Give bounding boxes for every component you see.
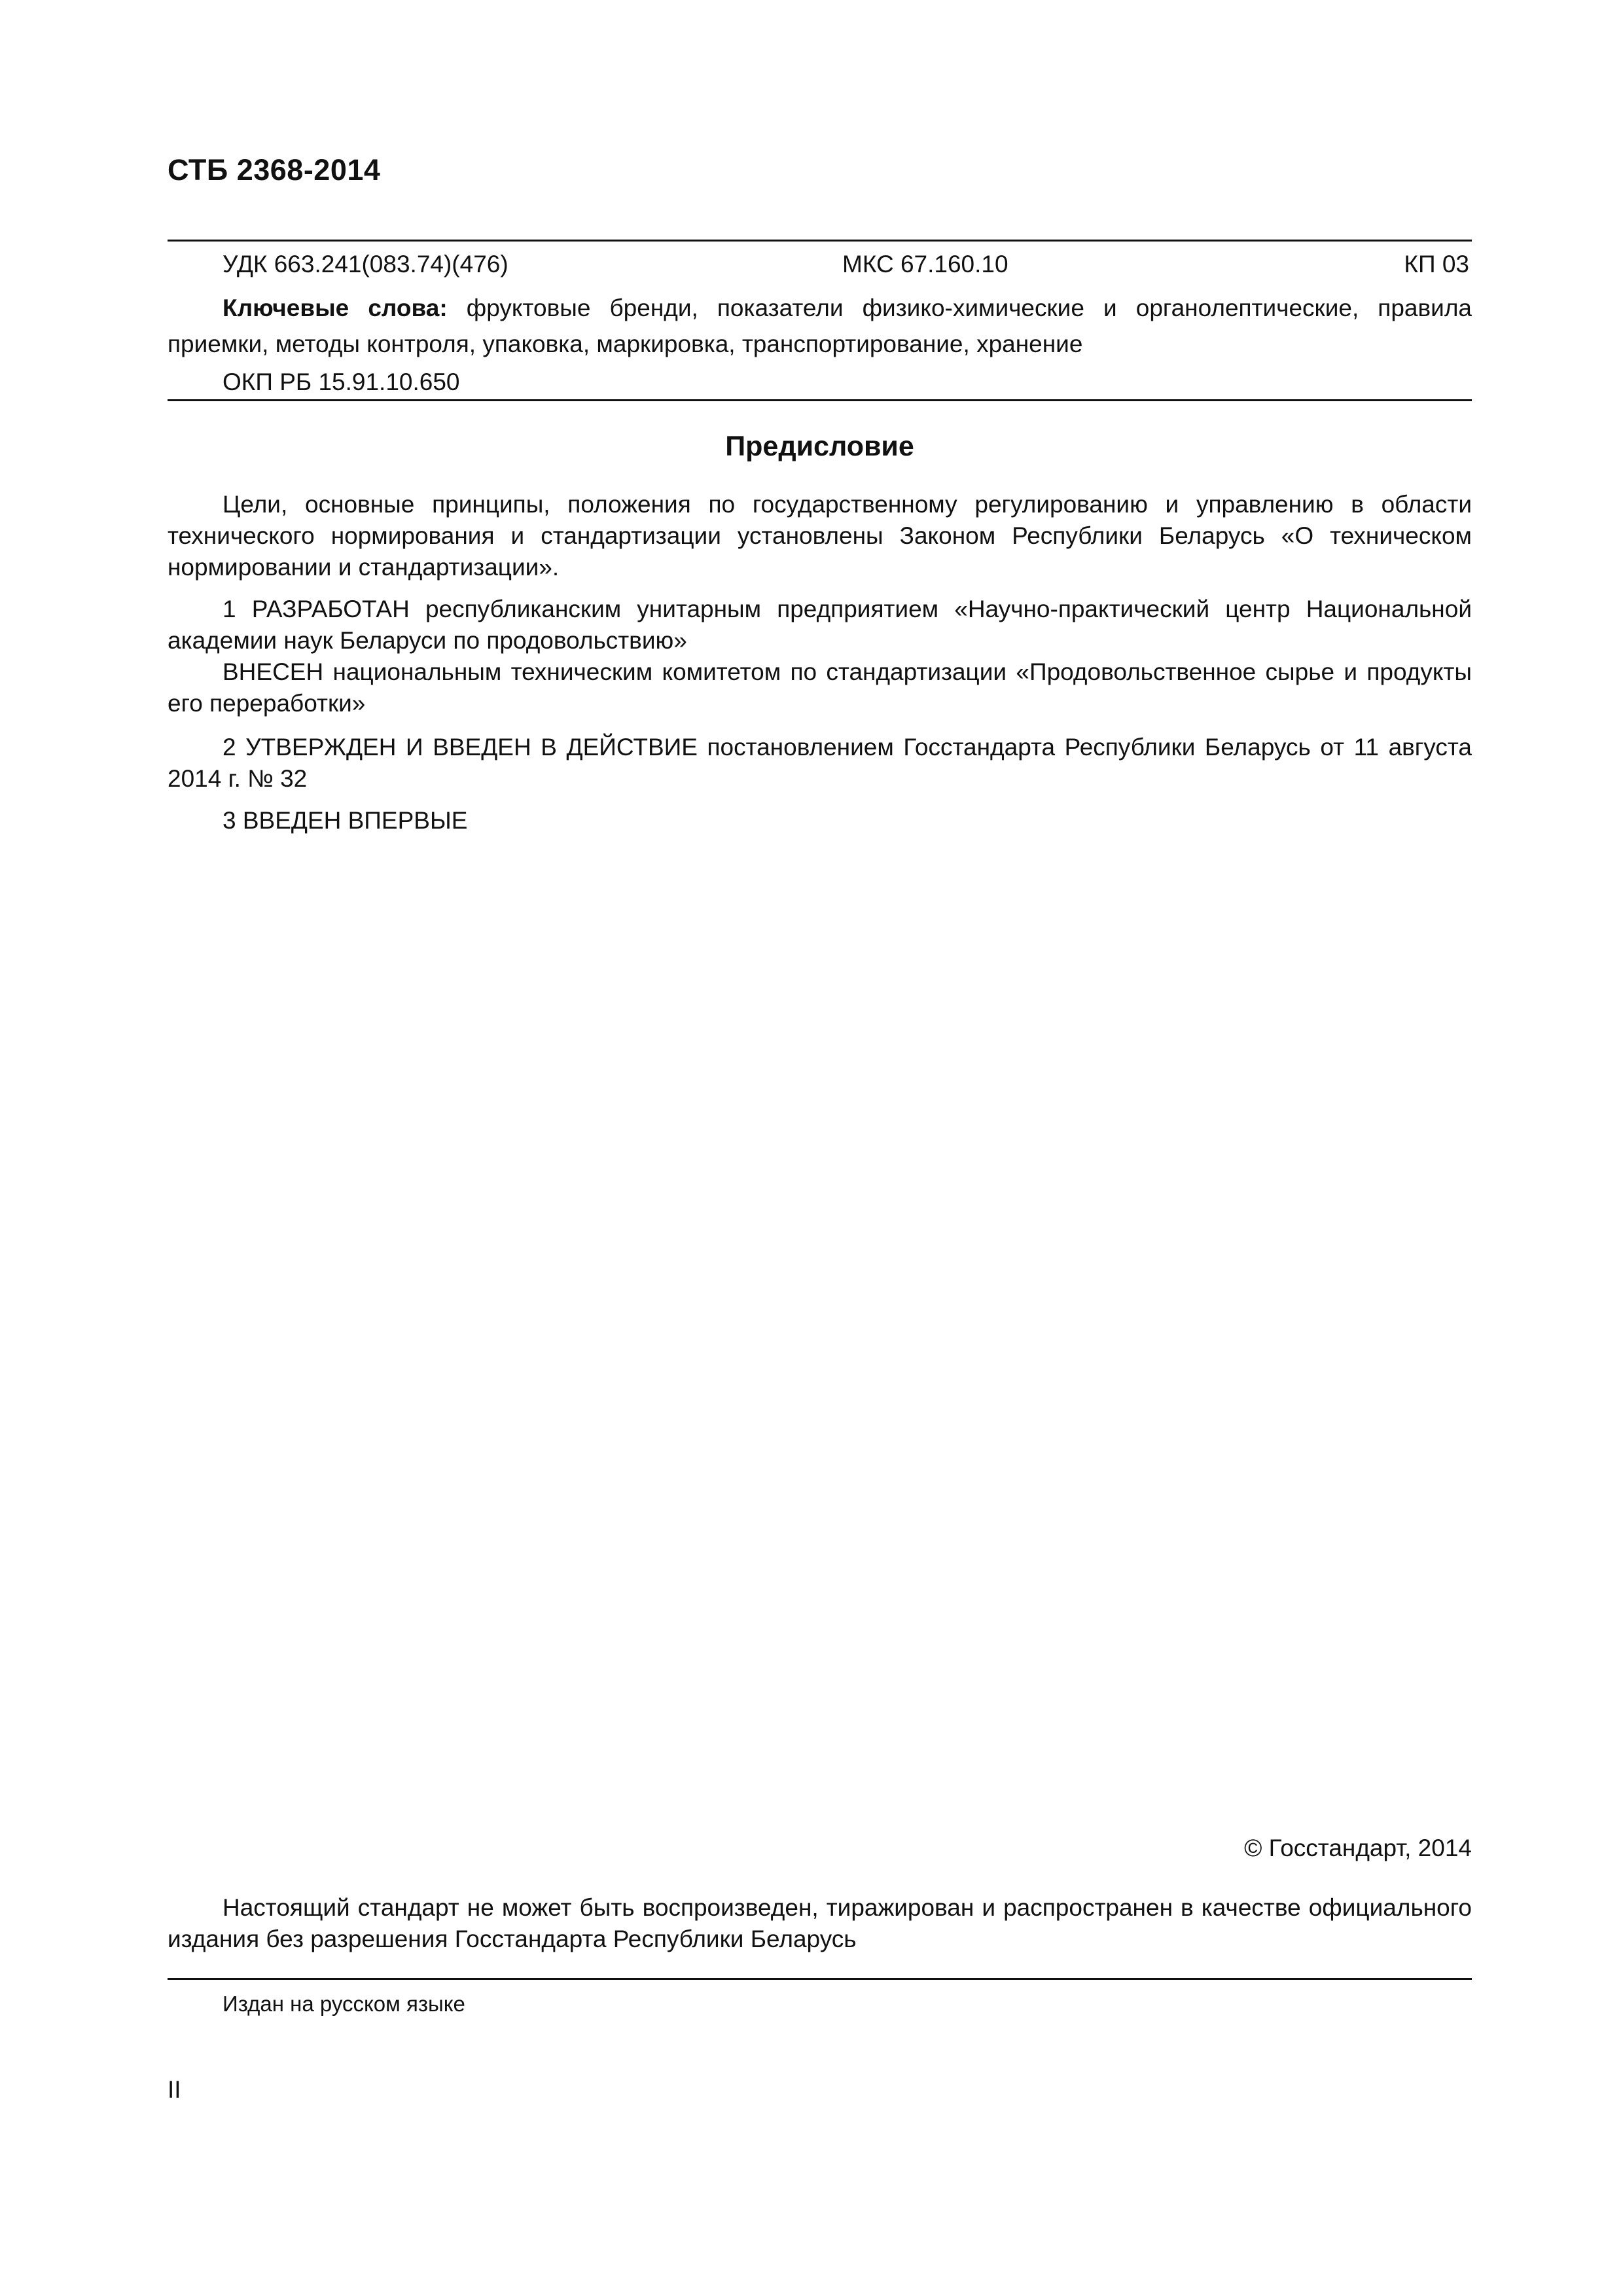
preface-item-1-block	[168, 594, 1472, 719]
preface-item-3-block	[168, 805, 1472, 836]
keywords	[168, 290, 1472, 362]
footer-divider	[168, 1978, 1472, 1980]
preface-title: Предисловие	[725, 431, 914, 462]
preface-item-2-block	[168, 732, 1472, 795]
keywords-text: фруктовые бренди, показатели физико-химические и органолептические, правила приемки, методы контроля, упаковка, маркировка, транспортирование, хранение	[168, 295, 1472, 357]
okp-code: ОКП РБ 15.91.10.650	[223, 368, 460, 395]
classification-divider	[168, 399, 1472, 401]
kp-code: КП 03	[1404, 251, 1469, 278]
copyright: © Госстандарт, 2014	[1244, 1835, 1472, 1861]
top-divider	[168, 240, 1472, 242]
preface-item-2: 2 УТВЕРЖДЕН И ВВЕДЕН В ДЕЙСТВИЕ постановлением Госстандарта Республики Беларусь от 11 августа 2014 г. № 32	[168, 734, 1472, 792]
preface-intro-block	[168, 489, 1472, 583]
preface-item-1: 1 РАЗРАБОТАН республиканским унитарным предприятием «Научно-практический центр Национальной академии наук Беларуси по продовольствию»	[168, 596, 1472, 654]
udk-code: УДК 663.241(083.74)(476)	[223, 251, 508, 278]
page-number: II	[168, 2076, 181, 2103]
preface-intro: Цели, основные принципы, положения по государственному регулированию и управлению в области технического нормирования и стандартизации установлены Законом Республики Беларусь «О техническом нормировании и стандартизации».	[168, 491, 1472, 581]
keywords-label: Ключевые слова:	[223, 295, 448, 321]
mks-code: МКС 67.160.10	[842, 251, 1008, 278]
preface-item-1-introduced: ВНЕСЕН национальным техническим комитетом по стандартизации «Продовольственное сырье и продукты его переработки»	[168, 658, 1472, 717]
standard-code: СТБ 2368-2014	[168, 153, 381, 187]
preface-item-3: 3 ВВЕДЕН ВПЕРВЫЕ	[223, 807, 468, 834]
reproduction-notice: Настоящий стандарт не может быть воспроизведен, тиражирован и распространен в качестве официального издания без разрешения Госстандарта Республики Беларусь	[168, 1894, 1472, 1952]
publication-language: Издан на русском языке	[223, 1992, 465, 2016]
